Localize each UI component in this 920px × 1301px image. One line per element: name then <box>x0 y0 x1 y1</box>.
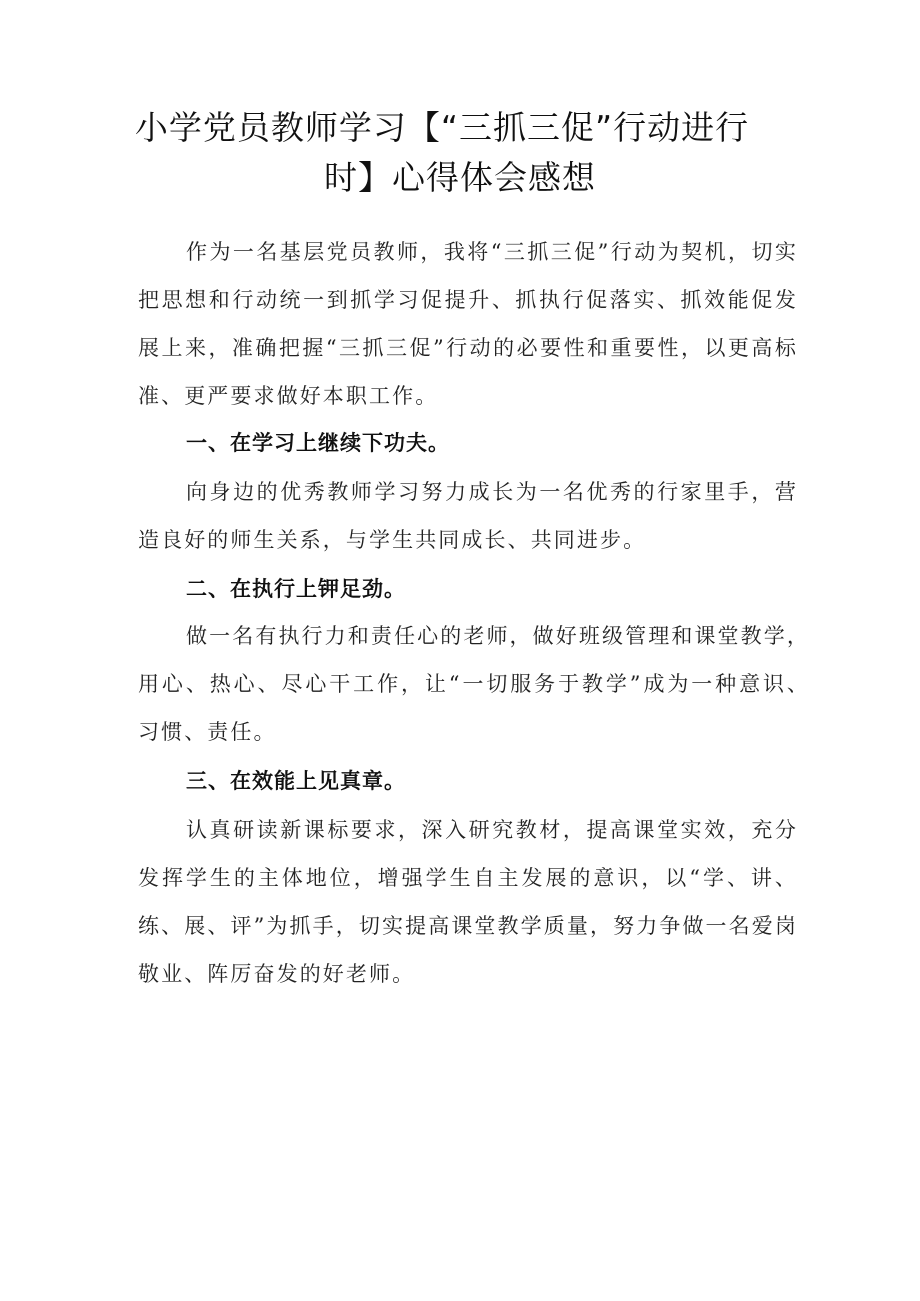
section-paragraph-3: 认真研读新课标要求，深入研究教材，提高课堂实效，充分发挥学生的主体地位，增强学生自主发展的意识，以“学、讲、练、展、评”为抓手，切实提高课堂教学质量，努力争做一名爱岗敬业、阵厉奋发的好老师。 <box>138 818 798 986</box>
section-heading-3: 三、在效能上见真章。 <box>186 769 406 793</box>
document-title-line-1: 小学党员教师学习【“三抓三促”行动进行 <box>134 108 750 147</box>
intro-paragraph: 作为一名基层党员教师，我将“三抓三促”行动为契机，切实把思想和行动统一到抓学习促提升、抓执行促落实、抓效能促发展上来，准确把握“三抓三促”行动的必要性和重要性，以更高标准、更严要求做好本职工作。 <box>138 240 798 408</box>
section-paragraph-1: 向身边的优秀教师学习努力成长为一名优秀的行家里手，营造良好的师生关系，与学生共同成长、共同进步。 <box>138 480 798 552</box>
section-paragraph-2: 做一名有执行力和责任心的老师，做好班级管理和课堂教学，用心、热心、尽心干工作，让“一切服务于教学”成为一种意识、习惯、责任。 <box>138 624 810 744</box>
document-title-line-2: 时】心得体会感想 <box>324 158 596 197</box>
section-heading-1: 一、在学习上继续下功夫。 <box>186 431 450 455</box>
section-heading-2: 二、在执行上钾足劲。 <box>186 577 406 601</box>
